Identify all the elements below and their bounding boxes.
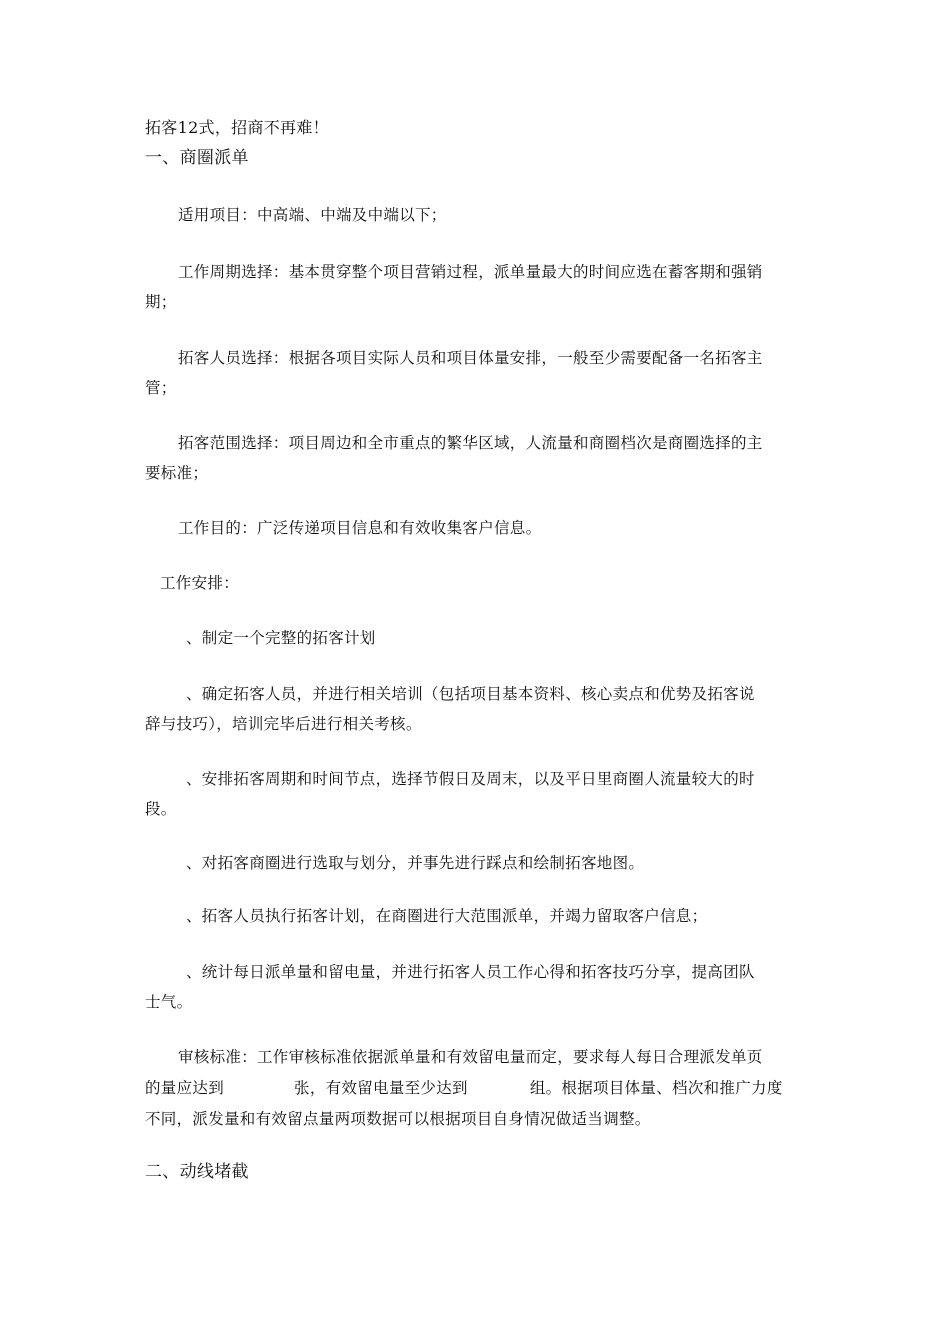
arrangement-label: 工作安排： [160, 574, 240, 592]
paragraph-goal: 工作目的：广泛传递项目信息和有效收集客户信息。 [178, 519, 542, 537]
paragraph-period-line2: 期； [145, 293, 177, 311]
step-2-line2: 辞与技巧），培训完毕后进行相关考核。 [145, 715, 422, 733]
step-6-line1: 、统计每日派单量和留电量，并进行拓客人员工作心得和拓客技巧分享，提高团队 [186, 963, 755, 981]
paragraph-staff-line1: 拓客人员选择：根据各项目实际人员和项目体量安排，一般至少需要配备一名拓客主 [178, 349, 763, 367]
section-heading-1: 一、商圈派单 [145, 148, 249, 168]
step-3-line1: 、安排拓客周期和时间节点，选择节假日及周末，以及平日里商圈人流量较大的时 [186, 770, 755, 788]
paragraph-staff-line2: 管； [145, 379, 177, 397]
step-2-line1: 、确定拓客人员，并进行相关培训（包括项目基本资料、核心卖点和优势及拓客说 [186, 685, 755, 703]
paragraph-range-line1: 拓客范围选择：项目周边和全市重点的繁华区域，人流量和商圈档次是商圈选择的主 [178, 434, 763, 452]
section-heading-2: 二、动线堵截 [145, 1162, 249, 1182]
step-3-line2: 段。 [145, 800, 177, 818]
document-title: 拓客12式，招商不再难！ [145, 118, 329, 137]
paragraph-range-line2: 要标准； [145, 464, 209, 482]
audit-line3: 不同，派发量和有效留点量两项数据可以根据项目自身情况做适当调整。 [145, 1110, 651, 1128]
step-6-line2: 士气。 [145, 993, 193, 1011]
audit-line2 [145, 1078, 783, 1098]
audit-line2-part2: 张，有效留电量至少达到 [294, 1079, 468, 1097]
step-5: 、拓客人员执行拓客计划，在商圈进行大范围派单，并竭力留取客户信息； [186, 907, 708, 925]
paragraph-applicable: 适用项目：中高端、中端及中端以下； [178, 206, 447, 224]
audit-line2-part1: 的量应达到 [145, 1079, 225, 1097]
audit-line1: 审核标准：工作审核标准依据派单量和有效留电量而定，要求每人每日合理派发单页 [178, 1048, 763, 1066]
audit-line2-part3: 组。根据项目体量、档次和推广力度 [529, 1079, 783, 1097]
step-1: 、制定一个完整的拓客计划 [186, 629, 376, 647]
step-4: 、对拓客商圈进行选取与划分，并事先进行踩点和绘制拓客地图。 [186, 854, 645, 872]
paragraph-period-line1: 工作周期选择：基本贯穿整个项目营销过程，派单量最大的时间应选在蓄客期和强销 [178, 263, 763, 281]
